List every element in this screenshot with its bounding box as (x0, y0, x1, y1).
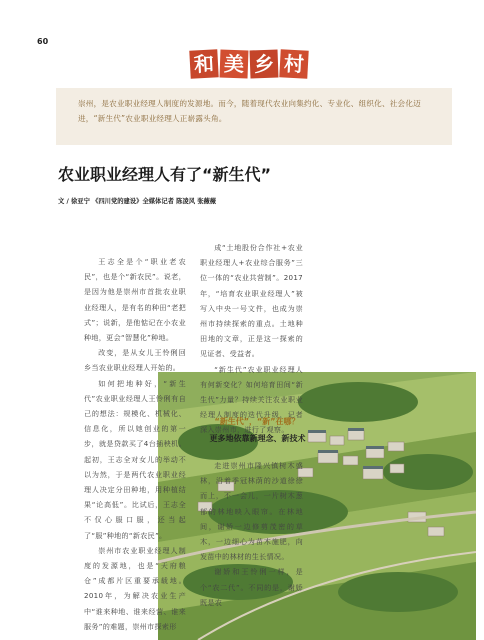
banner-char: 村 (279, 49, 308, 78)
banner-char: 和 (189, 49, 218, 78)
paragraph: 改变，是从女儿王怜俐回乡当农业职业经理人开始的。 (84, 348, 186, 373)
paragraph: “新生代”农业职业经理人有何新变化？如何培育田间“新生代”力量？持续关注农业职业经理人制度的迭代升级，记者深入崇州市，进行了观察。 (200, 364, 303, 435)
paragraph: 走进崇州市隆兴镇树木盛林，沿着季冠林荫的沙道徐徐而上，不一会儿，一片树木葱郁的林地映入眼帘。在林地间，谢娇一边修剪茂密的草木，一边细心为苗木施肥，向发苗中的林材的生长情况。 (200, 461, 303, 562)
intro-text: 崇州，是农业职业经理人制度的发源地。而今，随着现代农业向集约化、专业化、组织化、社会化迈进，“新生代”农业职业经理人正崭露头角。 (78, 99, 421, 123)
left-column (84, 254, 186, 634)
article-byline: 文 / 徐亚宁 《四川党的建设》全媒体记者 陈凌风 张薇薇 (58, 198, 217, 205)
paragraph: 如何把地种好，“新生代”农业职业经理人王怜俐有自己的想法：规模化、机械化、信息化，所以她创业的第一步，就是贷款买了4台插秧机。起初，王志全对女儿的举动不以为然，于是两代农业职业经理人决定分田种地，用种植结果“论高低”。比试后，王志全不仅心服口服，还当起了“服”种地的“新农民”。 (84, 378, 186, 540)
section-subheading: “新生代”，“新”在哪？ (214, 417, 300, 426)
paragraph: 成“土地股份合作社+农业职业经理人+农业综合服务”三位一体的“农业共营制”。2017年，“培育农业职业经理人”被写入中央一号文件，也成为崇州市持续探索的重点。土地种田地的文章，正是这一探索的见证者、受益者。 (200, 243, 303, 359)
paragraph: 崇州市农业职业经理人制度的发源地，也是“天府粮仓”成都片区重要承载地。2010年，为解决农业生产中“谁来种地、谁来经营、谁来服务”的难题，崇州市探索形 (84, 545, 186, 631)
banner-char: 美 (220, 50, 249, 79)
paragraph: 王志全是个“职业老农民”，也是个“新农民”。说老，是因为他是崇州市首批农业职业经理人，是有名的种田“老把式”；说新，是他惦记在小农业种地，更会“智慧化”种地。 (84, 257, 186, 343)
paragraph: 谢娇和王怜俐一样，是个“农二代”。不同的是，谢娇既是农 (200, 567, 303, 607)
column-banner (190, 47, 308, 81)
page-number: 60 (37, 37, 49, 46)
banner-char: 乡 (250, 50, 279, 79)
right-column-lower (200, 458, 303, 610)
section-subheading-secondary: 更多地依靠新理念、新技术 (209, 434, 306, 443)
article-headline: 农业职业经理人有了“新生代” (58, 165, 272, 184)
